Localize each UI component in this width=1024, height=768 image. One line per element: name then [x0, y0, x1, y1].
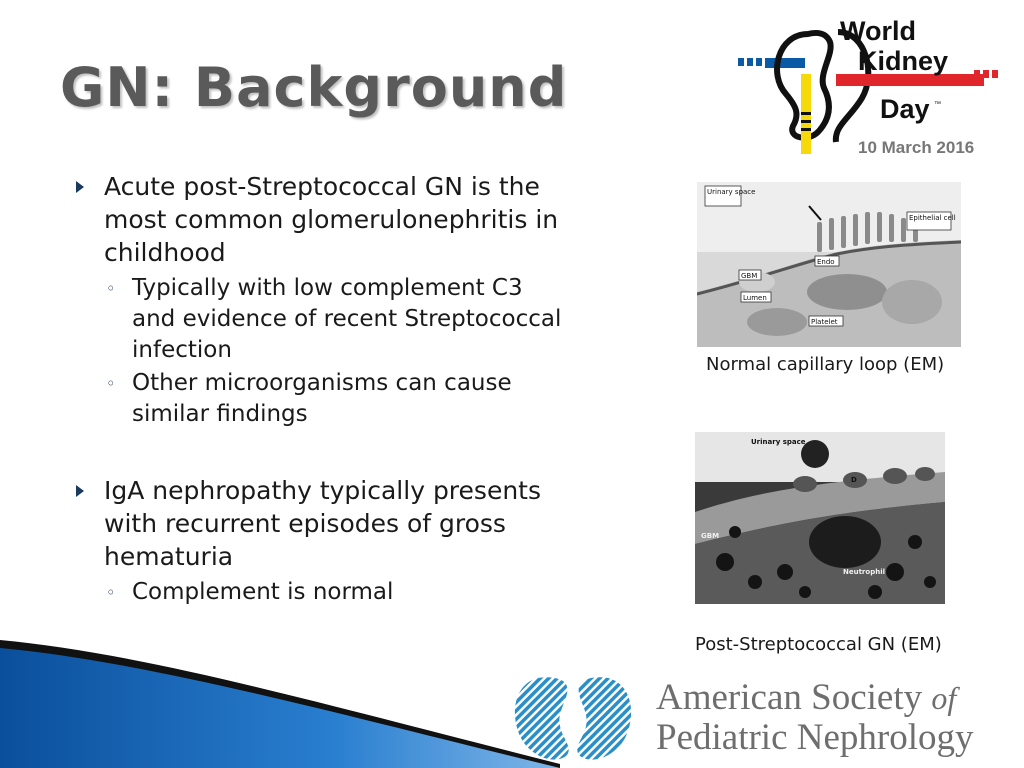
sub-bullet — [76, 273, 566, 366]
wkd-tm: ™ — [934, 101, 941, 108]
circle-bullet-icon: ◦ — [106, 279, 116, 298]
sub-bullet — [76, 577, 566, 608]
wkd-date: 10 March 2016 — [858, 138, 975, 157]
label-neutrophil: Neutrophil — [843, 568, 885, 576]
wkd-kidney: Kidney — [858, 46, 949, 76]
circle-bullet-icon: ◦ — [106, 583, 116, 602]
label-gbm: GBM — [701, 532, 720, 540]
label-epithelial-cell: Epithelial cell — [909, 214, 956, 222]
bullet-2-text: IgA nephropathy typically presents with recurrent episodes of gross hematuria — [104, 476, 541, 571]
wkd-day: Day — [880, 94, 930, 124]
aspn-line2: Pediatric Nephrology — [656, 717, 974, 758]
normal-capillary-loop-image — [697, 182, 961, 347]
blue-band — [738, 58, 805, 68]
bullet-list — [76, 170, 566, 608]
label-lumen: Lumen — [743, 294, 767, 302]
label-platelet: Platelet — [811, 318, 838, 326]
sub-bullet-text: Complement is normal — [132, 579, 394, 605]
bullet-arrow-icon — [76, 485, 84, 497]
label-urinary-space: Urinary space — [707, 188, 756, 196]
normal-capillary-caption: Normal capillary loop (EM) — [706, 354, 945, 375]
aspn-line1: American Society — [656, 677, 923, 718]
post-strep-gn-image — [695, 432, 945, 604]
sub-bullet-text: Other microorganisms can cause similar findings — [132, 370, 512, 427]
sub-bullet — [76, 368, 566, 430]
aspn-name — [656, 678, 974, 758]
label-endo: Endo — [817, 258, 835, 266]
aspn-kidney-logo — [508, 674, 638, 768]
bullet-arrow-icon — [76, 181, 84, 193]
bullet-1 — [76, 170, 566, 269]
label-gbm: GBM — [741, 272, 758, 280]
bullet-1-text: Acute post-Streptococcal GN is the most common glomerulonephritis in childhood — [104, 172, 559, 267]
slide-title: GN: Background — [60, 56, 568, 119]
circle-bullet-icon: ◦ — [106, 374, 116, 393]
wkd-world: World — [840, 16, 916, 46]
label-d: D — [851, 476, 857, 484]
post-strep-caption: Post-Streptococcal GN (EM) — [695, 634, 942, 655]
blue-swoosh-decoration — [0, 640, 560, 768]
sub-bullet-text: Typically with low complement C3 and evidence of recent Streptococcal infection — [132, 275, 562, 363]
label-urinary-space: Urinary space — [751, 438, 806, 446]
aspn-of: of — [931, 680, 957, 716]
bullet-2 — [76, 474, 566, 573]
